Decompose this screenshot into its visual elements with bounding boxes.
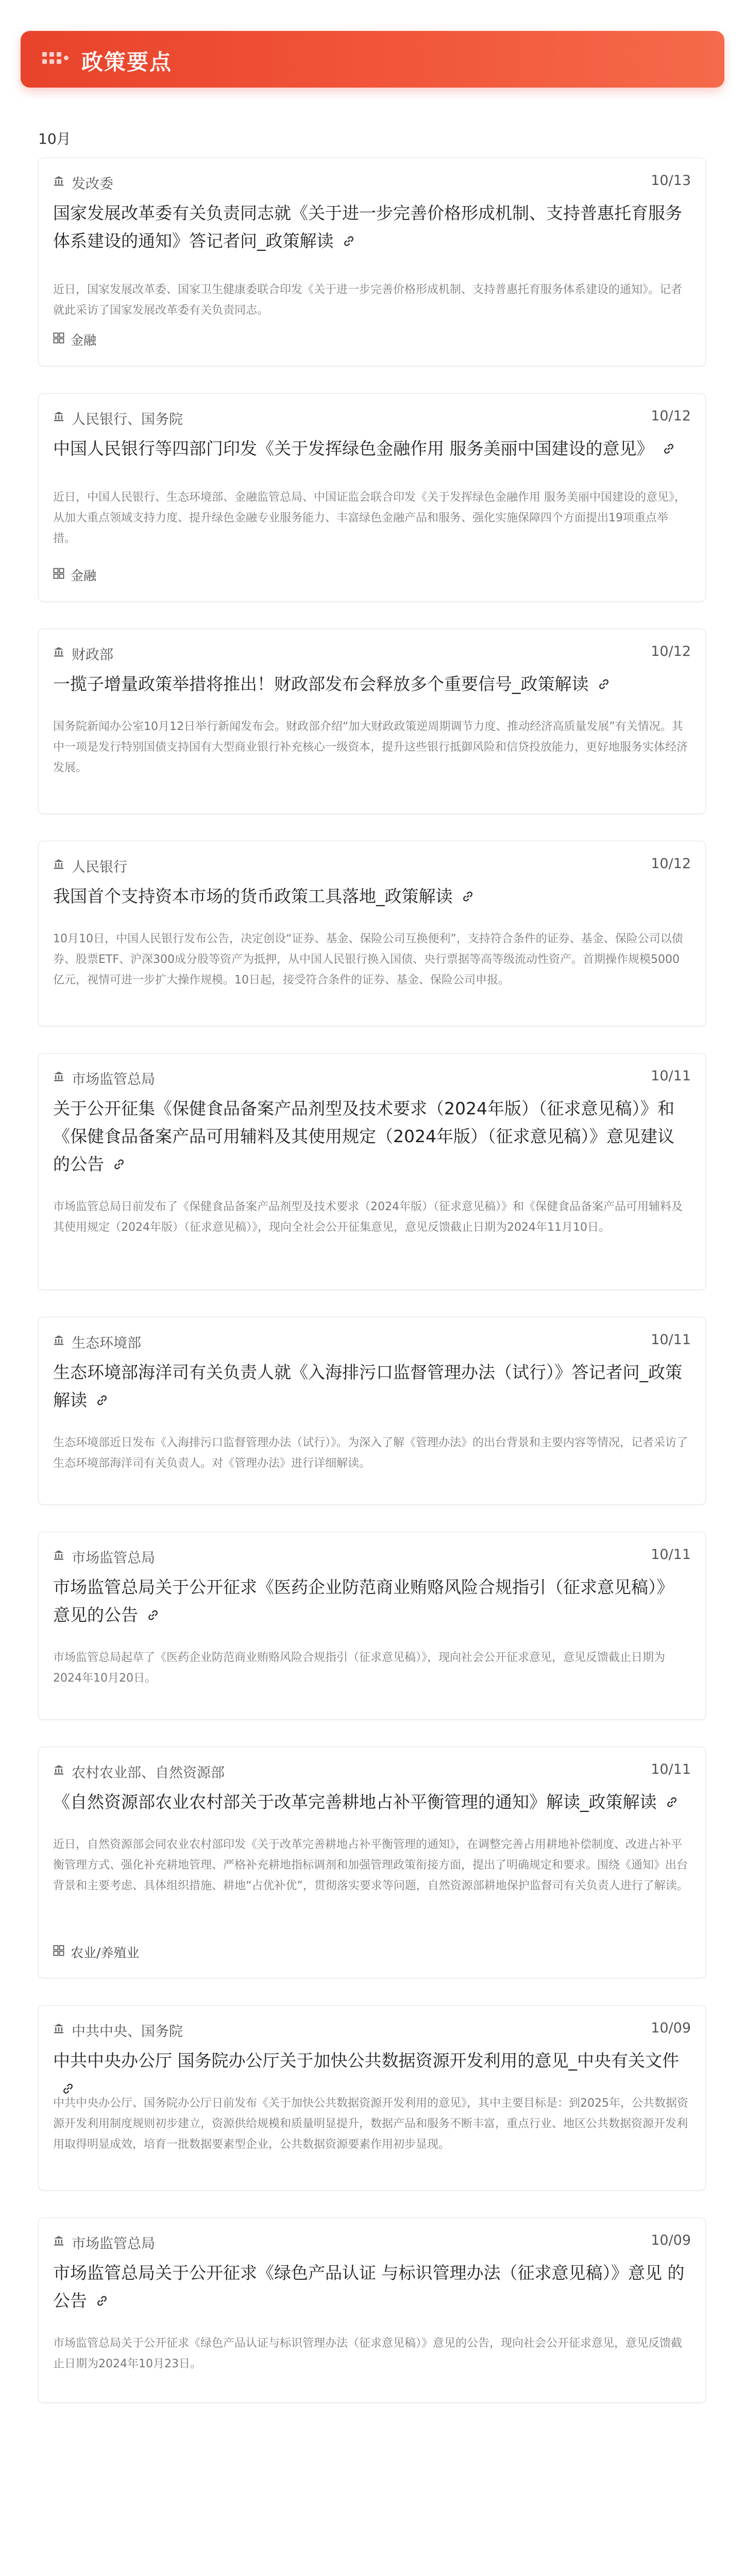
- card-title[interactable]: [53, 1095, 687, 1178]
- grid-icon: [53, 1945, 64, 1956]
- card-summary: 国务院新闻办公室10月12日举行新闻发布会。财政部介绍“加大财政政策逆周期调节力度、推动经济高质量发展”有关情况。其中一项是发行特别国债支持国有大型商业银行补充核心一级资本，提升这些银行抵御风险和信贷投放能力，更好地服务实体经济发展。: [53, 720, 688, 774]
- card-summary: 市场监管总局关于公开征求《绿色产品认证与标识管理办法（征求意见稿）》意见的公告，现向社会公开征求意见，意见反馈截止日期为2024年10月23日。: [53, 2337, 683, 2370]
- bank-icon: [53, 646, 64, 657]
- grid-icon: [53, 568, 64, 579]
- card-title-text[interactable]: 市场监管总局关于公开征求《绿色产品认证 与标识管理办法（征求意见稿）》意见 的公告: [53, 2263, 685, 2311]
- card-source: 农村农业部、自然资源部: [72, 1765, 225, 1781]
- category-tag-label: 金融: [71, 333, 97, 348]
- card-title-text[interactable]: 我国首个支持资本市场的货币政策工具落地_政策解读: [53, 886, 453, 906]
- card-summary: 市场监管总局日前发布了《保健食品备案产品剂型及技术要求（2024年版）（征求意见稿）》和《保健食品备案产品可用辅料及其使用规定（2024年版）（征求意见稿）》，现向全社会公开征集意见，意见反馈截止日期为2024年11月10日。: [53, 1200, 683, 1234]
- card-title-text[interactable]: 一揽子增量政策举措将推出！财政部发布会释放多个重要信号_政策解读: [53, 674, 589, 694]
- grid-icon: [53, 332, 64, 344]
- bank-icon: [53, 2235, 64, 2246]
- card-source: 市场监管总局: [72, 2236, 155, 2252]
- card-summary: 近日，国家发展改革委、国家卫生健康委联合印发《关于进一步完善价格形成机制、支持普惠托育服务体系建设的通知》。记者就此采访了国家发展改革委有关负责同志。: [53, 283, 683, 317]
- page-title: 政策要点: [81, 49, 173, 75]
- policy-card[interactable]: [38, 629, 706, 814]
- policy-card[interactable]: [38, 1317, 706, 1505]
- card-source: 财政部: [72, 647, 113, 663]
- category-tag-label: 金融: [71, 568, 97, 583]
- policy-card[interactable]: [38, 1532, 706, 1720]
- policy-card[interactable]: [38, 158, 706, 366]
- card-source: 发改委: [72, 176, 113, 192]
- bank-icon: [53, 1764, 64, 1775]
- link-icon[interactable]: [111, 1157, 127, 1172]
- card-title[interactable]: [53, 1573, 687, 1629]
- card-title-text[interactable]: 中国人民银行等四部门印发《关于发挥绿色金融作用 服务美丽中国建设的意见》: [53, 438, 654, 459]
- card-summary: 中共中央办公厅、国务院办公厅日前发布《关于加快公共数据资源开发利用的意见》，其中主要目标是：到2025年，公共数据资源开发利用制度规则初步建立，资源供给规模和质量明显提升，数据产品和服务不断丰富，重点行业、地区公共数据资源开发利用取得明显成效，培育一批数据要素型企业，公共数据资源要素作用初步显现。: [53, 2097, 688, 2151]
- card-summary: 生态环境部近日发布《入海排污口监督管理办法（试行）》。为深入了解《管理办法》的出台背景和主要内容等情况，记者采访了生态环境部海洋司有关负责人。对《管理办法》进行详细解读。: [53, 1436, 688, 1470]
- card-title-text[interactable]: 市场监管总局关于公开征求《医药企业防范商业贿赂风险合规指引（征求意见稿）》意见的公告: [53, 1577, 674, 1625]
- card-summary: 10月10日，中国人民银行发布公告，决定创设“证券、基金、保险公司互换便利”，支持符合条件的证券、基金、保险公司以债券、股票ETF、沪深300成分股等资产为抵押，从中国人民银行换入国债、央行票据等高等级流动性资产。首期操作规模5000亿元，视情可进一步扩大操作规模。10日起，接受符合条件的证券、基金、保险公司申报。: [53, 933, 683, 987]
- card-title[interactable]: [53, 1788, 687, 1816]
- card-title-text[interactable]: 中共中央办公厅 国务院办公厅关于加快公共数据资源开发利用的意见_中央有关文件: [53, 2050, 679, 2071]
- link-icon[interactable]: [341, 233, 357, 249]
- bank-icon: [53, 411, 64, 422]
- policy-card[interactable]: [38, 2005, 706, 2191]
- bank-icon: [53, 858, 64, 870]
- link-icon[interactable]: [596, 676, 612, 692]
- month-label: 10月: [38, 130, 71, 147]
- policy-card[interactable]: [38, 2217, 706, 2403]
- card-summary: 近日，自然资源部会同农业农村部印发《关于改革完善耕地占补平衡管理的通知》，在调整完善占用耕地补偿制度、改进占补平衡管理方式、强化补充耕地管理、严格补充耕地指标调剂和加强管理政策衔接方面，提出了明确规定和要求。围绕《通知》出台背景和主要考虑、具体组织措施、耕地“占优补优”，贯彻落实要求等问题，自然资源部耕地保护监督司有关负责人进行了解读。: [53, 1838, 688, 1892]
- card-date: 10/12: [651, 408, 691, 424]
- link-icon[interactable]: [460, 889, 476, 904]
- link-icon[interactable]: [94, 2293, 110, 2309]
- header-banner: [21, 31, 724, 88]
- link-icon[interactable]: [145, 1607, 161, 1623]
- card-date: 10/13: [651, 173, 691, 189]
- card-source: 中共中央、国务院: [72, 2024, 183, 2040]
- policy-card[interactable]: [38, 393, 706, 602]
- bank-icon: [53, 175, 64, 187]
- card-title[interactable]: [53, 2259, 687, 2315]
- card-date: 10/11: [651, 1547, 691, 1563]
- card-title-text[interactable]: 生态环境部海洋司有关负责人就《入海排污口监督管理办法（试行）》答记者问_政策解读: [53, 1362, 682, 1410]
- bank-icon: [53, 1549, 64, 1561]
- policy-card[interactable]: [38, 841, 706, 1026]
- card-source: 生态环境部: [72, 1335, 141, 1351]
- card-date: 10/11: [651, 1068, 691, 1084]
- card-date: 10/11: [651, 1761, 691, 1777]
- card-title-text[interactable]: 国家发展改革委有关负责同志就《关于进一步完善价格形成机制、支持普惠托育服务体系建设的通知》答记者问_政策解读: [53, 203, 682, 251]
- card-summary: 近日，中国人民银行、生态环境部、金融监管总局、中国证监会联合印发《关于发挥绿色金融作用 服务美丽中国建设的意见》，从加大重点领域支持力度、提升绿色金融专业服务能力、丰富绿色金融产品和服务、强化实施保障四个方面提出19项重点举措。: [53, 491, 686, 545]
- card-source: 市场监管总局: [72, 1072, 155, 1088]
- card-title-text[interactable]: 《自然资源部农业农村部关于改革完善耕地占补平衡管理的通知》解读_政策解读: [53, 1792, 657, 1812]
- card-title[interactable]: [53, 670, 687, 698]
- card-title-text[interactable]: 关于公开征集《保健食品备案产品剂型及技术要求（2024年版）（征求意见稿）》和《保健食品备案产品可用辅料及其使用规定（2024年版）（征求意见稿）》意见建议的公告: [53, 1098, 674, 1174]
- link-icon[interactable]: [94, 1393, 110, 1408]
- bank-icon: [53, 1334, 64, 1346]
- card-title[interactable]: [53, 199, 687, 255]
- dots-icon: [42, 52, 70, 67]
- card-summary: 市场监管总局起草了《医药企业防范商业贿赂风险合规指引（征求意见稿）》，现向社会公开征求意见，意见反馈截止日期为2024年10月20日。: [53, 1651, 666, 1685]
- card-source: 人民银行、国务院: [72, 412, 183, 428]
- card-source: 人民银行: [72, 859, 127, 875]
- link-icon[interactable]: [661, 441, 676, 456]
- card-title[interactable]: [53, 1359, 687, 1414]
- card-date: 10/12: [651, 856, 691, 872]
- link-icon[interactable]: [664, 1794, 680, 1810]
- bank-icon: [53, 1071, 64, 1082]
- bank-icon: [53, 2023, 64, 2034]
- card-source: 市场监管总局: [72, 1550, 155, 1566]
- card-date: 10/12: [651, 643, 691, 659]
- card-title[interactable]: [53, 435, 687, 463]
- card-title[interactable]: [53, 883, 687, 910]
- card-date: 10/09: [651, 2232, 691, 2248]
- policy-card[interactable]: [38, 1747, 706, 1978]
- policy-card[interactable]: [38, 1053, 706, 1290]
- category-tag-label: 农业/养殖业: [71, 1945, 140, 1960]
- card-date: 10/11: [651, 1332, 691, 1348]
- card-date: 10/09: [651, 2020, 691, 2036]
